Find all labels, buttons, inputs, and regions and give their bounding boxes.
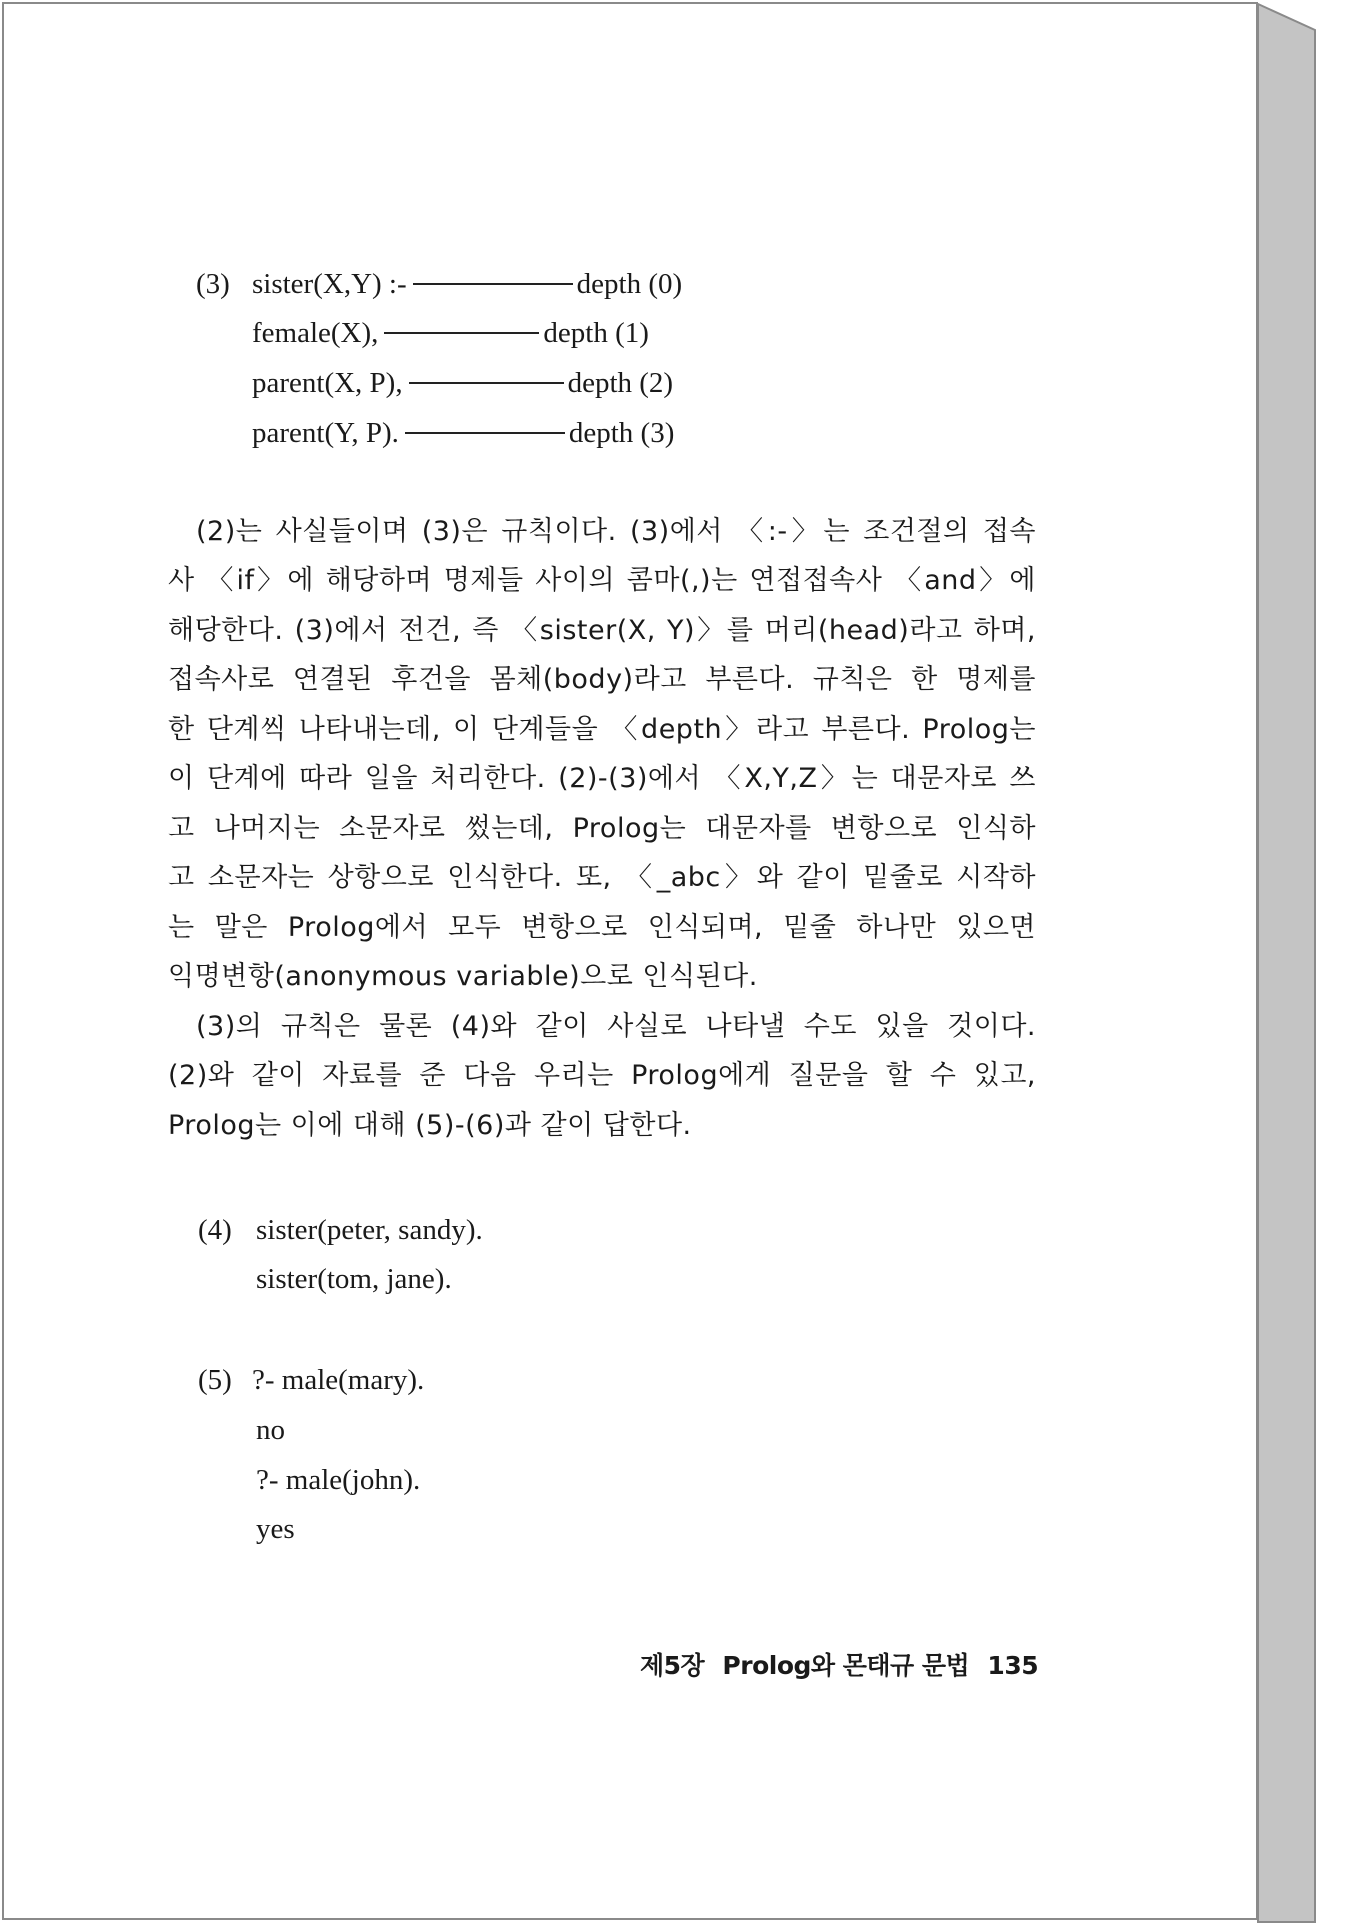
depth-dash (409, 382, 564, 384)
example-3-line-2 (252, 365, 673, 401)
footer-chapter: 제5장 (640, 1651, 705, 1680)
example-5-line: ?- male(mary). (252, 1364, 425, 1396)
example-5-number: (5) (198, 1364, 232, 1396)
example-3-line-1 (252, 315, 649, 351)
example-3-number: (3) (196, 268, 230, 300)
code-text: parent(Y, P). (252, 417, 399, 449)
depth-dash (405, 432, 565, 434)
page-footer (640, 1646, 1048, 1682)
depth-dash (384, 332, 539, 334)
paragraph-1-line: 해당한다. (3)에서 전건, 즉 〈sister(X, Y)〉를 머리(head)라고 하며, (168, 615, 1036, 646)
example-5-line: ?- male(john). (256, 1464, 421, 1496)
depth-label: depth (0) (576, 268, 683, 300)
example-4-line: sister(peter, sandy). (256, 1214, 483, 1246)
code-text: female(X), (252, 317, 379, 349)
paragraph-1-line: (2)는 사실들이며 (3)은 규칙이다. (3)에서 〈:-〉는 조건절의 접속 (196, 516, 1036, 547)
paragraph-2-line: (2)와 같이 자료를 준 다음 우리는 Prolog에게 질문을 할 수 있고, (168, 1060, 1036, 1091)
depth-label: depth (2) (567, 367, 674, 399)
paragraph-2-line: (3)의 규칙은 물론 (4)와 같이 사실로 나타낼 수도 있을 것이다. (196, 1011, 1036, 1042)
paragraph-1-line: 익명변항(anonymous variable)으로 인식된다. (168, 961, 758, 992)
depth-label: depth (1) (543, 317, 649, 349)
footer-title: Prolog와 몬태규 문법 (722, 1651, 970, 1680)
paragraph-1-line: 이 단계에 따라 일을 처리한다. (2)-(3)에서 〈X,Y,Z〉는 대문자로 쓰 (168, 763, 1036, 794)
paragraph-1-line: 는 말은 Prolog에서 모두 변항으로 인식되며, 밑줄 하나만 있으면 (168, 912, 1036, 943)
code-text: sister(X,Y) :- (252, 268, 407, 300)
example-3-line-0 (252, 266, 682, 302)
example-3-line-3 (252, 415, 674, 451)
paragraph-1-line: 고 나머지는 소문자로 썼는데, Prolog는 대문자를 변항으로 인식하 (168, 813, 1036, 844)
page-number: 135 (987, 1651, 1039, 1680)
paragraph-1-line: 고 소문자는 상항으로 인식한다. 또, 〈_abc〉와 같이 밑줄로 시작하 (168, 862, 1036, 893)
paragraph-1-line: 접속사로 연결된 후건을 몸체(body)라고 부른다. 규칙은 한 명제를 (168, 664, 1036, 695)
paragraph-2-line: Prolog는 이에 대해 (5)-(6)과 같이 답한다. (168, 1110, 692, 1141)
example-5-line: no (256, 1414, 285, 1446)
code-text: parent(X, P), (252, 367, 403, 399)
paragraph-1-line: 사 〈if〉에 해당하며 명제들 사이의 콤마(,)는 연접접속사 〈and〉에 (168, 565, 1036, 596)
depth-dash (413, 283, 573, 285)
paragraph-1-line: 한 단계씩 나타내는데, 이 단계들을 〈depth〉라고 부른다. Prolog는 (168, 714, 1036, 745)
example-5-line: yes (256, 1513, 295, 1545)
example-4-line: sister(tom, jane). (256, 1263, 452, 1295)
depth-label: depth (3) (568, 417, 675, 449)
example-4-number: (4) (198, 1214, 232, 1246)
